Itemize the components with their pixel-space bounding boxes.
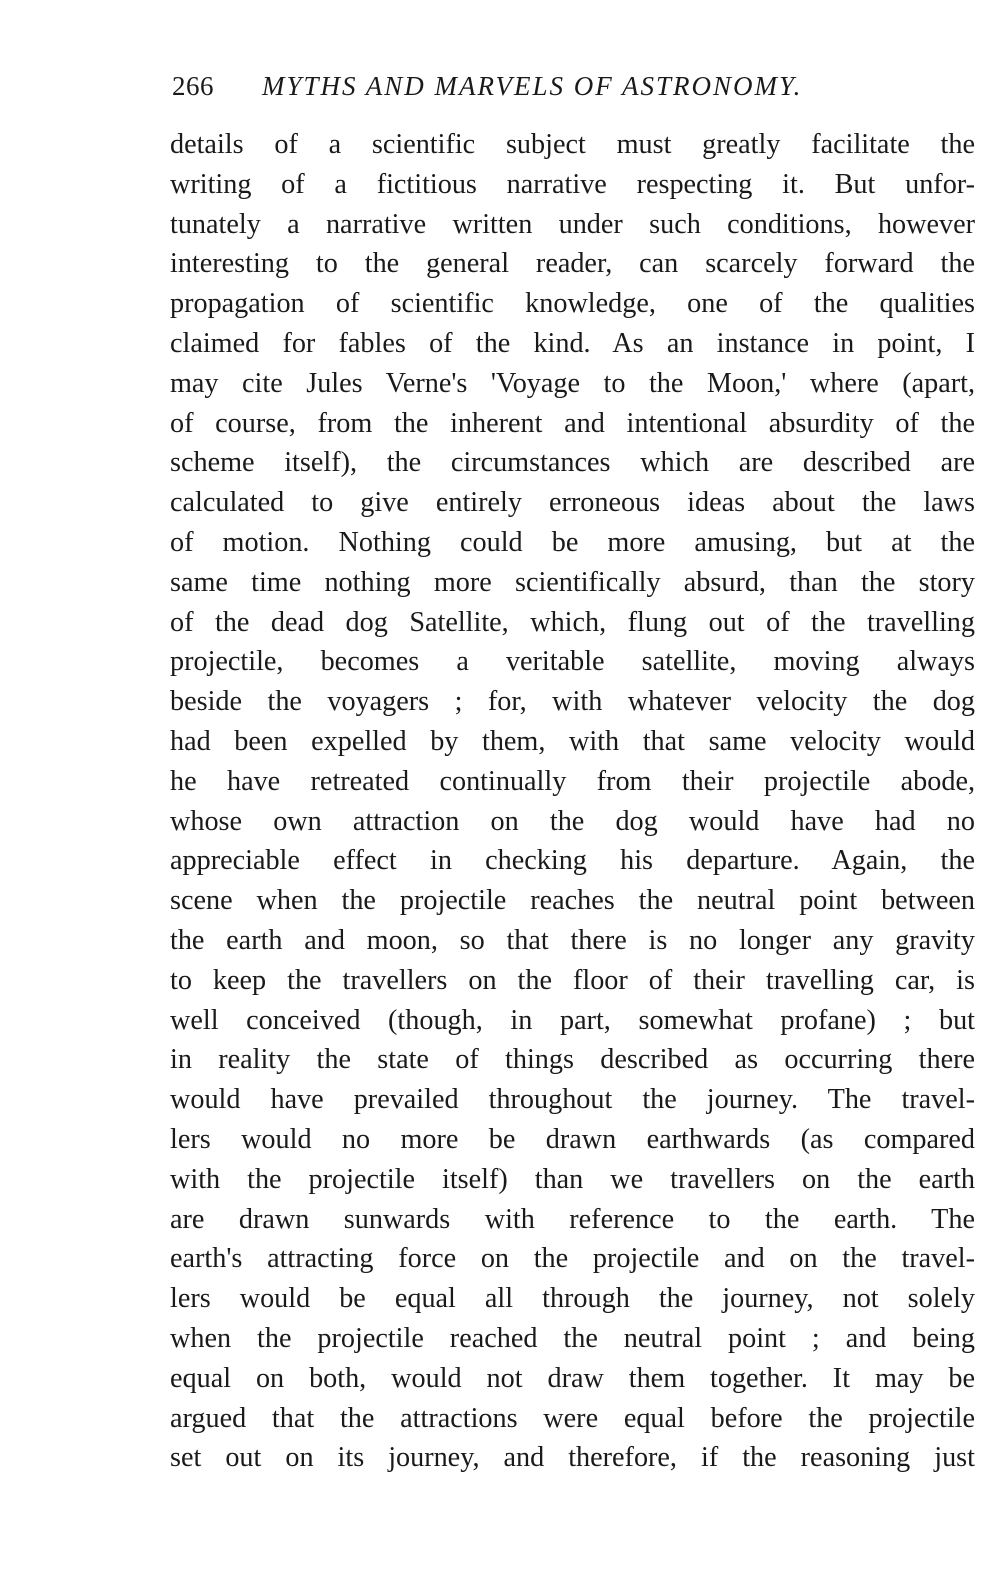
text-line: interesting to the general reader, can scarcely forward the xyxy=(170,248,975,280)
text-line: well conceived (though, in part, somewhat profane) ; but xyxy=(170,1004,975,1036)
text-line: writing of a fictitious narrative respecting it. But unfor- xyxy=(170,168,975,200)
text-line: of course, from the inherent and intentional absurdity of the xyxy=(170,407,975,439)
text-line: whose own attraction on the dog would have had no xyxy=(170,805,975,837)
text-line: details of a scientific subject must greatly facilitate the xyxy=(170,129,975,160)
text-line: earth's attracting force on the projectile and on the travel- xyxy=(170,1243,975,1275)
text-line: beside the voyagers ; for, with whatever velocity the dog xyxy=(170,686,975,718)
text-line: propagation of scientific knowledge, one of the qualities xyxy=(170,288,975,320)
text-line: set out on its journey, and therefore, if the reasoning just xyxy=(170,1442,975,1474)
text-line: same time nothing more scientifically absurd, than the story xyxy=(170,566,975,598)
text-line: tunately a narrative written under such conditions, however xyxy=(170,208,975,240)
running-head xyxy=(172,66,972,106)
text-line: of motion. Nothing could be more amusing, but at the xyxy=(170,526,975,558)
text-line: claimed for fables of the kind. As an instance in point, I xyxy=(170,327,975,359)
body-text xyxy=(170,125,975,1478)
text-line: scene when the projectile reaches the neutral point between xyxy=(170,885,975,917)
text-line: lers would no more be drawn earthwards (as compared xyxy=(170,1123,975,1155)
text-line: the earth and moon, so that there is no longer any gravity xyxy=(170,924,975,956)
running-title: MYTHS AND MARVELS OF ASTRONOMY. xyxy=(262,71,803,101)
text-line: had been expelled by them, with that same velocity would xyxy=(170,725,975,757)
text-line: lers would be equal all through the journey, not solely xyxy=(170,1283,975,1315)
text-line: are drawn sunwards with reference to the earth. The xyxy=(170,1203,975,1235)
text-line: calculated to give entirely erroneous ideas about the laws xyxy=(170,487,975,519)
text-line: argued that the attractions were equal before the projectile xyxy=(170,1402,975,1434)
text-line: would have prevailed throughout the journey. The travel- xyxy=(170,1084,975,1116)
text-line: of the dead dog Satellite, which, flung out of the travelling xyxy=(170,606,975,638)
text-line: projectile, becomes a veritable satellite, moving always xyxy=(170,646,975,678)
text-line: appreciable effect in checking his departure. Again, the xyxy=(170,845,975,877)
text-line: may cite Jules Verne's 'Voyage to the Moon,' where (apart, xyxy=(170,367,975,399)
text-line: in reality the state of things described as occurring there xyxy=(170,1044,975,1076)
text-line: equal on both, would not draw them together. It may be xyxy=(170,1362,975,1394)
text-line: when the projectile reached the neutral point ; and being xyxy=(170,1322,975,1354)
text-line: with the projectile itself) than we travellers on the earth xyxy=(170,1163,975,1195)
text-line: he have retreated continually from their projectile abode, xyxy=(170,765,975,797)
text-line: scheme itself), the circumstances which are described are xyxy=(170,447,975,479)
text-line: to keep the travellers on the floor of their travelling car, is xyxy=(170,964,975,996)
page-number: 266 xyxy=(172,71,214,101)
